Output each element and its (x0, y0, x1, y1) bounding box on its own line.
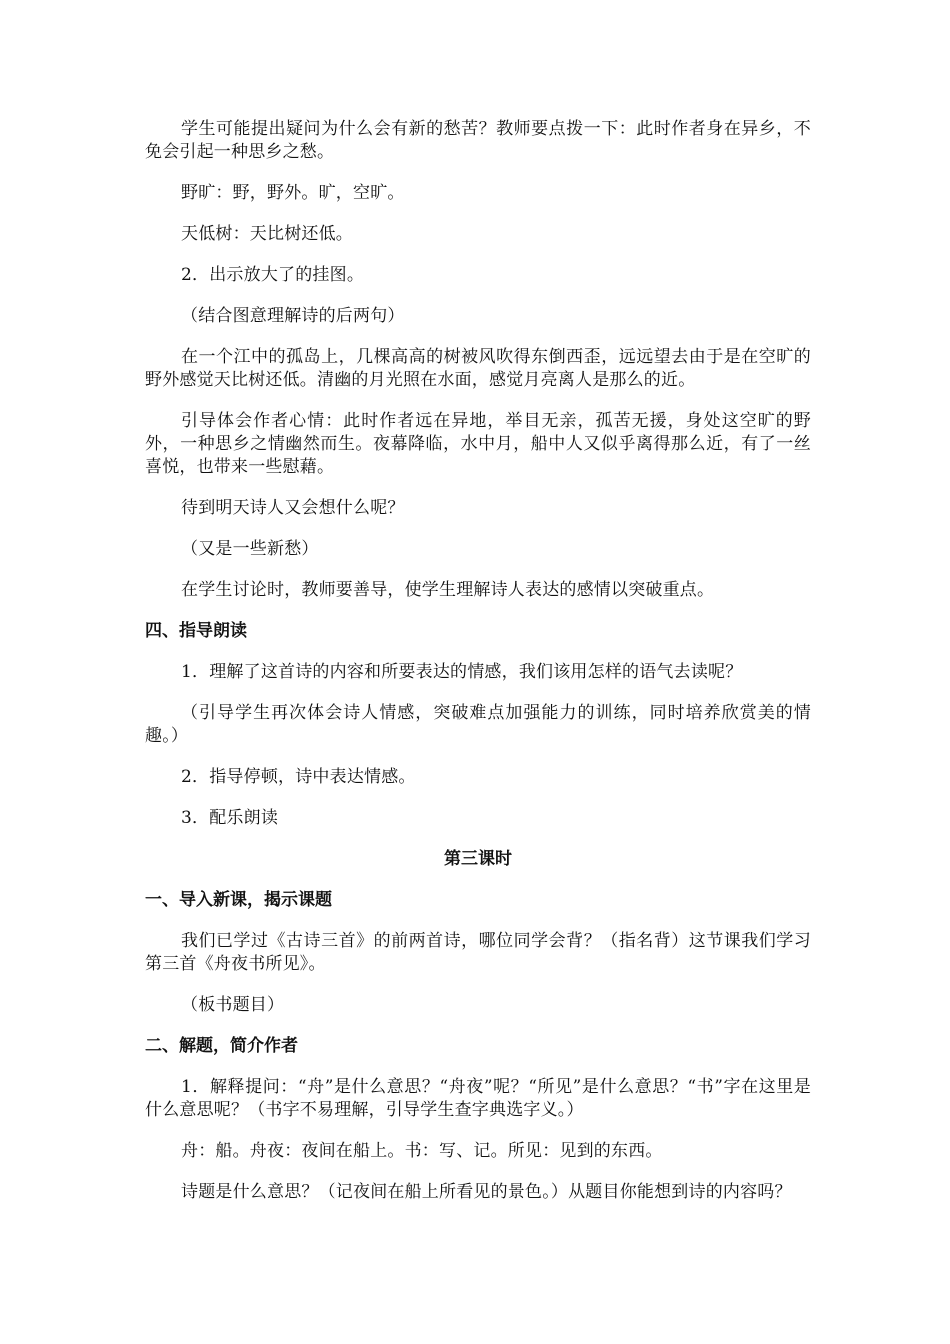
paragraph: 2．指导停顿，诗中表达情感。 (181, 767, 416, 787)
paragraph: 1．解释提问：“舟”是什么意思？“舟夜”呢？“所见”是什么意思？“书”字在这里是什么意思呢？（书字不易理解，引导学生查字典选字义。） (145, 1077, 811, 1120)
paragraph: 2．出示放大了的挂图。 (181, 265, 365, 285)
paragraph: 1．理解了这首诗的内容和所要表达的情感，我们该用怎样的语气去读呢？ (181, 662, 743, 682)
paragraph: 我们已学过《古诗三首》的前两首诗，哪位同学会背？（指名背）这节课我们学习第三首《舟夜书所见》。 (145, 931, 811, 974)
paragraph: （结合图意理解诗的后两句） (181, 306, 405, 326)
paragraph: （引导学生再次体会诗人情感，突破难点加强能力的训练，同时培养欣赏美的情趣。） (145, 703, 811, 746)
paragraph: 诗题是什么意思？（记夜间在船上所看见的景色。）从题目你能想到诗的内容吗？ (181, 1182, 792, 1202)
paragraph: 在学生讨论时，教师要善导，使学生理解诗人表达的感情以突破重点。 (181, 580, 715, 600)
lesson-title: 第三课时 (444, 849, 512, 869)
paragraph: 在一个江中的孤岛上，几棵高高的树被风吹得东倒西歪，远远望去由于是在空旷的野外感觉天比树还低。清幽的月光照在水面，感觉月亮离人是那么的近。 (145, 347, 811, 390)
section-heading: 一、导入新课，揭示课题 (145, 890, 332, 910)
document-body (145, 118, 811, 1222)
paragraph: （又是一些新愁） (181, 539, 319, 559)
paragraph: 学生可能提出疑问为什么会有新的愁苦？教师要点拨一下：此时作者身在异乡，不免会引起一种思乡之愁。 (145, 119, 811, 162)
section-heading: 四、指导朗读 (145, 621, 247, 641)
paragraph: 野旷：野，野外。旷，空旷。 (181, 183, 405, 203)
paragraph: 3．配乐朗读 (181, 808, 279, 828)
paragraph: 待到明天诗人又会想什么呢？ (181, 498, 405, 518)
section-heading: 二、解题，简介作者 (145, 1036, 298, 1056)
paragraph: （板书题目） (181, 995, 285, 1015)
paragraph: 引导体会作者心情：此时作者远在异地，举目无亲，孤苦无援，身处这空旷的野外，一种思乡之情幽然而生。夜幕降临，水中月，船中人又似乎离得那么近，有了一丝喜悦，也带来一些慰藉。 (145, 411, 811, 477)
paragraph: 天低树：天比树还低。 (181, 224, 353, 244)
paragraph: 舟：船。舟夜：夜间在船上。书：写、记。所见：见到的东西。 (181, 1141, 663, 1161)
